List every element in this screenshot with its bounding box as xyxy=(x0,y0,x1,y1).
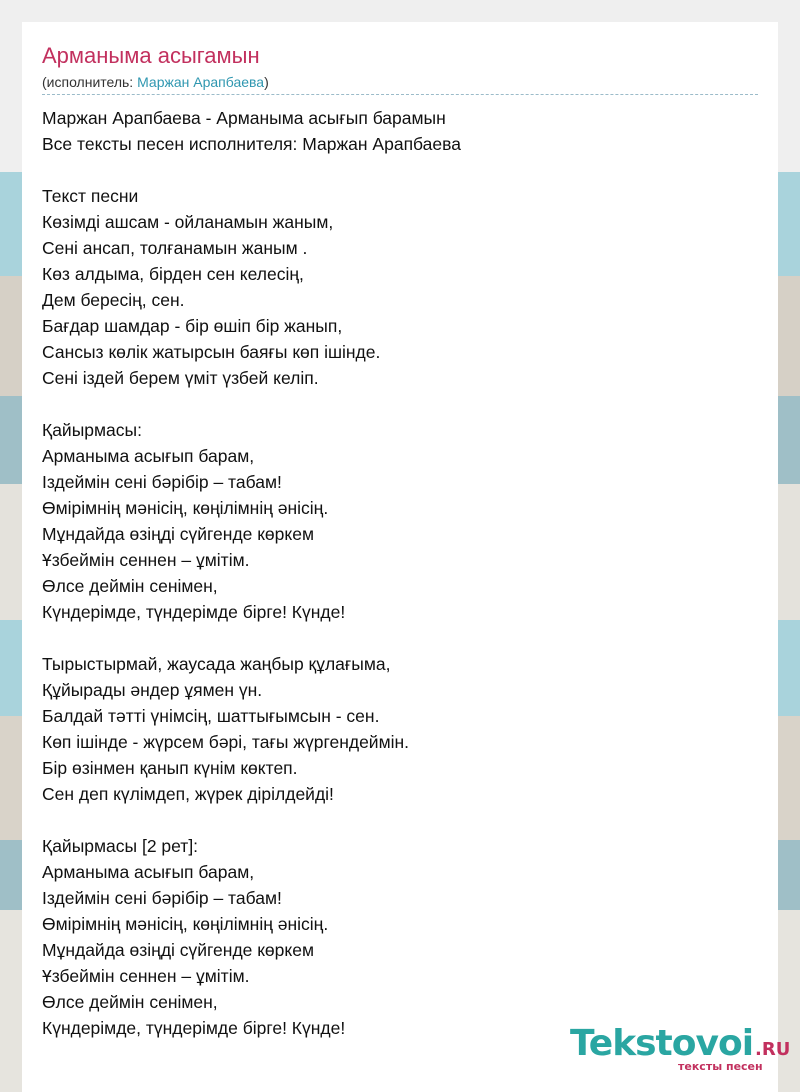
lyric-line: Көз алдыма, бірден сен келесің, xyxy=(42,264,304,284)
lyric-line: Мұндайда өзіңді сүйгенде көркем xyxy=(42,524,315,544)
lyric-line: Текст песни xyxy=(42,186,139,206)
lyric-line: Сені іздей берем үміт үзбей келіп. xyxy=(42,368,319,388)
lyric-line: Бір өзінмен қанып күнім көктеп. xyxy=(42,758,298,778)
lyric-line: Сен деп күлімдеп, жүрек дірілдейді! xyxy=(42,784,334,804)
lyric-line: Құйырады әндер ұямен үн. xyxy=(42,680,263,700)
lyric-line: Қайырмасы: xyxy=(42,420,142,440)
lyric-line: Іздеймін сені бәрібір – табам! xyxy=(42,472,282,492)
lyric-line: Өмірімнің мәнісің, көңілімнің әнісің. xyxy=(42,498,329,518)
lyric-line: Көп ішінде - жүрсем бәрі, тағы жүргендеймін. xyxy=(42,732,410,752)
lyric-line: Күндерімде, түндерімде бірге! Күнде! xyxy=(42,1018,346,1038)
lyric-line: Өлсе деймін сенімен, xyxy=(42,576,218,596)
performer-line xyxy=(42,72,758,95)
performer-prefix: (исполнитель: xyxy=(42,74,138,90)
lyric-line: Дем бересің, сен. xyxy=(42,290,185,310)
lyric-line: Арманыма асығып барам, xyxy=(42,446,255,466)
lyric-line: Бағдар шамдар - бір өшіп бір жанып, xyxy=(42,316,343,336)
lyric-line: Күндерімде, түндерімде бірге! Күнде! xyxy=(42,602,346,622)
song-title: Арманыма асыгамын xyxy=(42,43,260,68)
performer-suffix: ) xyxy=(264,74,269,90)
lyric-line: Мұндайда өзіңді сүйгенде көркем xyxy=(42,940,315,960)
lyric-line: Маржан Арапбаева - Арманыма асығып барамын xyxy=(42,108,446,128)
lyric-line: Сені ансап, толғанамын жаным . xyxy=(42,238,308,258)
lyric-line: Сансыз көлік жатырсын баяғы көп ішінде. xyxy=(42,342,381,362)
lyric-line: Іздеймін сені бәрібір – табам! xyxy=(42,888,282,908)
logo-main-text: Tekstovoi xyxy=(570,1023,754,1064)
logo-tagline: тексты песен xyxy=(678,1060,763,1073)
lyric-line xyxy=(42,157,758,183)
lyric-line xyxy=(42,391,758,417)
lyric-line: Ұзбеймін сеннен – ұмітім. xyxy=(42,966,250,986)
lyric-line: Все тексты песен исполнителя: Маржан Арапбаева xyxy=(42,134,461,154)
content-card xyxy=(22,22,778,1092)
lyric-line: Көзімді ашсам - ойланамын жаным, xyxy=(42,212,334,232)
lyric-line xyxy=(42,625,758,651)
lyric-line: Арманыма асығып барам, xyxy=(42,862,255,882)
performer-link[interactable]: Маржан Арапбаева xyxy=(137,74,265,90)
lyric-line: Өлсе деймін сенімен, xyxy=(42,992,218,1012)
logo-domain: .RU xyxy=(755,1039,791,1060)
lyric-line: Өмірімнің мәнісің, көңілімнің әнісің. xyxy=(42,914,329,934)
lyric-line: Балдай тәтті үнімсің, шаттығымсын - сен. xyxy=(42,706,380,726)
lyric-line: Тырыстырмай, жаусада жаңбыр құлағыма, xyxy=(42,654,391,674)
lyrics-text xyxy=(42,105,758,1041)
lyric-line: Қайырмасы [2 рет]: xyxy=(42,836,199,856)
site-logo[interactable] xyxy=(570,1022,791,1082)
lyric-line: Ұзбеймін сеннен – ұмітім. xyxy=(42,550,250,570)
lyric-line xyxy=(42,807,758,833)
